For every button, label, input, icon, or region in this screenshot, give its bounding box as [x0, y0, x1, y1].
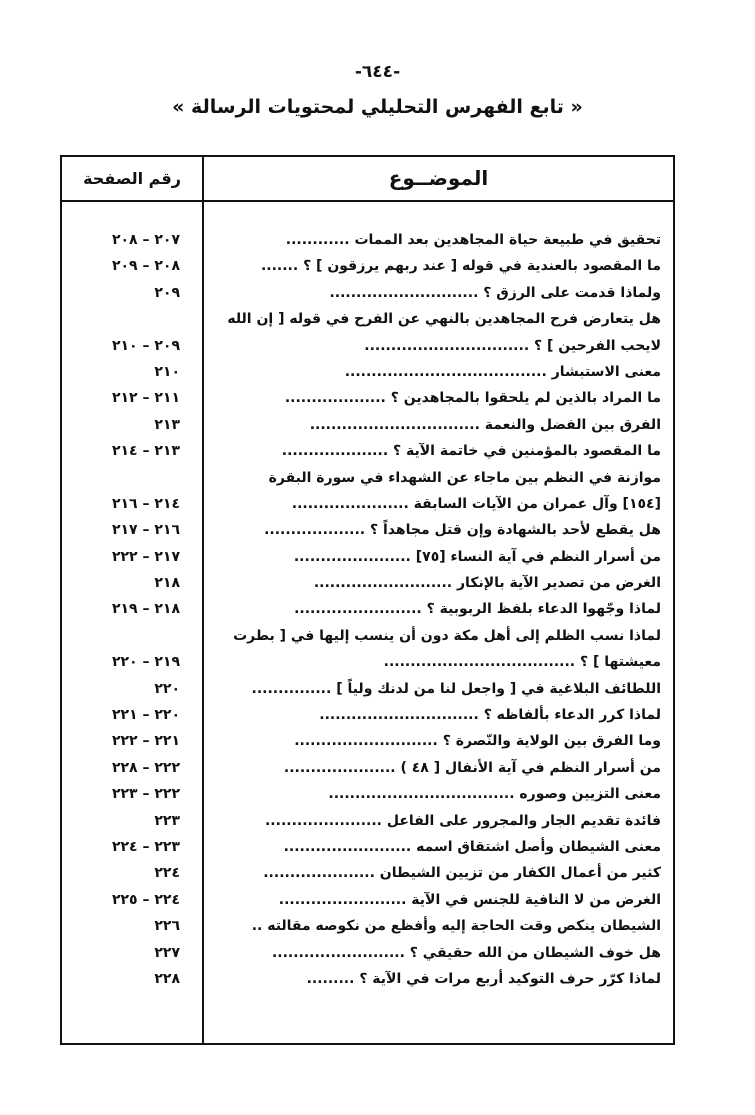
topic-cell [216, 649, 661, 675]
index-table [60, 155, 675, 1045]
table-row [62, 253, 673, 279]
table-row [62, 333, 673, 359]
table-row [62, 491, 673, 517]
table-row [62, 280, 673, 306]
table-header [62, 157, 673, 202]
page-range: ٢١٣ – ٢١٤ [111, 443, 180, 460]
topic-text: لماذا نسب الظلم إلى أهل مكة دون أن ينسب إليها في [ بطرت [233, 627, 661, 644]
page-range: ٢١١ – ٢١٢ [111, 390, 180, 407]
page-range: ٢٢٣ – ٢٢٤ [111, 838, 180, 855]
leader-dots: ......... [306, 970, 355, 987]
page-range [62, 306, 180, 332]
leader-dots: ............................ [329, 284, 479, 301]
table-row [62, 517, 673, 543]
topic-text: الغرض من لا النافية للجنس في الآية [411, 891, 661, 908]
page-range: ٢٢٧ [154, 944, 180, 961]
table-row [62, 913, 673, 939]
table-row [62, 649, 673, 675]
page-range: ٢٢٢ – ٢٢٨ [111, 759, 180, 776]
topic-text: [١٥٤] وآل عمران من الآيات السابقة [413, 495, 661, 512]
topic-cell [216, 412, 661, 438]
leader-dots: ....... [260, 258, 299, 275]
leader-dots: ...................................... [344, 363, 547, 380]
topic-cell [216, 728, 661, 754]
topic-text: هل خوف الشيطان من الله حقيقي ؟ [409, 944, 661, 961]
topic-text: اللطائف البلاغية في [ واجعل لنا من لدنك ولياً ] [336, 680, 661, 697]
leader-dots: .......................... [313, 575, 453, 592]
header-page-number: رقم الصفحة [83, 169, 181, 188]
table-row [62, 385, 673, 411]
topic-text: ما المقصود بالمؤمنين في خاتمة الآية ؟ [393, 443, 661, 460]
topic-cell [216, 913, 661, 939]
page-range: ٢١٨ [154, 575, 180, 592]
topic-cell [216, 623, 661, 649]
leader-dots: .................................... [383, 654, 576, 671]
topic-text: الفرق بين الفضل والنعمة [484, 416, 661, 433]
topic-cell [216, 834, 661, 860]
leader-dots: ............................... [364, 337, 530, 354]
leader-dots: ................... [264, 522, 366, 539]
topic-cell [216, 781, 661, 807]
topic-text: موازنة في النظم بين ماجاء عن الشهداء في سورة البقرة [268, 469, 661, 486]
table-row [62, 623, 673, 649]
leader-dots: .................... [281, 443, 389, 460]
leader-dots: ................................... [328, 786, 515, 803]
topic-cell [216, 438, 661, 464]
table-row [62, 465, 673, 491]
page-range: ٢١٩ – ٢٢٠ [111, 654, 180, 671]
topic-text: وما الفرق بين الولاية والنّصرة ؟ [442, 733, 661, 750]
topic-text: هل يتعارض فرح المجاهدين بالنهي عن الفرح في قوله [ إن الله [227, 311, 661, 328]
topic-cell [216, 359, 661, 385]
leader-dots: ............... [251, 680, 332, 697]
leader-dots: ........................ [294, 601, 422, 618]
page-range: ٢١٦ – ٢١٧ [111, 522, 180, 539]
table-row [62, 544, 673, 570]
table-row [62, 728, 673, 754]
page-range [62, 465, 180, 491]
topic-cell [216, 702, 661, 728]
topic-cell [216, 227, 661, 253]
table-row [62, 860, 673, 886]
page-range: ٢١٤ – ٢١٦ [111, 495, 180, 512]
table-row [62, 781, 673, 807]
page-range: ٢٢١ – ٢٢٢ [111, 733, 180, 750]
topic-text: ما المقصود بالعندية في قوله [ عند ربهم يرزقون ] ؟ [303, 258, 661, 275]
leader-dots: ...................... [264, 812, 382, 829]
topic-text: معنى الاستبشار [551, 363, 661, 380]
table-row [62, 596, 673, 622]
page-range: ٢٢٤ [154, 865, 180, 882]
page-number: -٦٤٤- [354, 62, 401, 82]
topic-cell [216, 570, 661, 596]
index-entries [62, 227, 673, 992]
topic-text: الغرض من تصدير الآية بالإنكار [457, 575, 661, 592]
page-range: ٢٢٠ – ٢٢١ [111, 707, 180, 724]
topic-text: معنى الشيطان وأصل اشتقاق اسمه [416, 838, 661, 855]
topic-text: معنى التزيين وصوره [519, 786, 661, 803]
table-row [62, 834, 673, 860]
topic-text: ولماذا قدمت على الرزق ؟ [483, 284, 661, 301]
table-row [62, 570, 673, 596]
topic-text: من أسرار النظم في آية الأنفال [ ٤٨ ) [400, 759, 661, 776]
topic-cell [216, 280, 661, 306]
leader-dots: ........................ [278, 891, 407, 908]
topic-text: لماذا كرر الدعاء بألفاظه ؟ [483, 707, 661, 724]
page-range: ٢٠٨ – ٢٠٩ [111, 258, 180, 275]
topic-cell [216, 253, 661, 279]
topic-cell [216, 887, 661, 913]
page-range: ٢١٨ – ٢١٩ [111, 601, 180, 618]
table-row [62, 676, 673, 702]
page-range: ٢٢٣ [154, 812, 180, 829]
leader-dots: ...................... [291, 495, 409, 512]
table-row [62, 966, 673, 992]
topic-text: لايحب الفرحين ] ؟ [534, 337, 661, 354]
table-row [62, 808, 673, 834]
page-range: ٢٠٩ – ٢١٠ [111, 337, 180, 354]
topic-cell [216, 544, 661, 570]
table-row [62, 887, 673, 913]
table-row [62, 755, 673, 781]
topic-text: معيشتها ] ؟ [579, 654, 661, 671]
topic-text: هل يقطع لأحد بالشهادة وإن قتل مجاهداً ؟ [370, 522, 661, 539]
topic-text: لماذا كرّر حرف التوكيد أربع مرات في الآية ؟ [359, 970, 661, 987]
page-range: ٢٢٠ [154, 680, 180, 697]
page-range: ٢٢٦ [154, 918, 180, 935]
table-row [62, 306, 673, 332]
topic-text: من أسرار النظم في آية النساء [٧٥] [415, 548, 661, 565]
leader-dots: ................... [284, 390, 386, 407]
table-row [62, 412, 673, 438]
page-range: ٢١٣ [154, 416, 180, 433]
leader-dots: ..................... [263, 865, 375, 882]
topic-cell [216, 808, 661, 834]
page-range: ٢٢٨ [154, 970, 180, 987]
topic-cell [216, 465, 661, 491]
leader-dots: .. [251, 918, 263, 935]
page-range: ٢٠٩ [154, 284, 180, 301]
page-range: ٢١٠ [154, 363, 180, 380]
table-row [62, 702, 673, 728]
table-row [62, 227, 673, 253]
leader-dots: ........................... [294, 733, 438, 750]
topic-cell [216, 676, 661, 702]
table-row [62, 359, 673, 385]
page-range: ٢٢٢ – ٢٢٣ [111, 786, 180, 803]
topic-cell [216, 306, 661, 332]
page-range: ٢٢٤ – ٢٢٥ [111, 891, 180, 908]
table-row [62, 940, 673, 966]
leader-dots: ................................ [309, 416, 480, 433]
topic-text: كثير من أعمال الكفار من تزيين الشيطان [379, 865, 661, 882]
topic-text: فائدة تقديم الجار والمجرور على الفاعل [386, 812, 661, 829]
topic-text: ما المراد بالذين لم يلحقوا بالمجاهدين ؟ [390, 390, 661, 407]
page-range: ٢١٧ – ٢٢٢ [111, 548, 180, 565]
topic-text: الشيطان ينكص وقت الحاجة إليه وأفظع من نكوصه مقالته [267, 918, 661, 935]
topic-text: لماذا وجّهوا الدعاء بلفظ الربوبية ؟ [426, 601, 661, 618]
topic-cell [216, 333, 661, 359]
topic-cell [216, 940, 661, 966]
leader-dots: ......................... [271, 944, 405, 961]
topic-cell [216, 385, 661, 411]
leader-dots: ............ [285, 232, 350, 248]
leader-dots: ........................ [283, 838, 412, 855]
leader-dots: ...................... [293, 548, 411, 565]
page-range [62, 623, 180, 649]
topic-cell [216, 491, 661, 517]
table-row [62, 438, 673, 464]
header-topic: الموضــوع [388, 166, 489, 190]
topic-cell [216, 966, 661, 992]
topic-cell [216, 860, 661, 886]
topic-cell [216, 596, 661, 622]
leader-dots: ..................... [283, 759, 396, 776]
topic-cell [216, 755, 661, 781]
page-range: ٢٠٧ – ٢٠٨ [111, 232, 180, 248]
leader-dots: .............................. [319, 707, 479, 724]
topic-text: تحقيق في طبيعة حياة المجاهدين بعد الممات [354, 232, 661, 248]
page-title: « تابع الفهرس التحليلي لمحتويات الرسالة » [172, 96, 583, 118]
topic-cell [216, 517, 661, 543]
